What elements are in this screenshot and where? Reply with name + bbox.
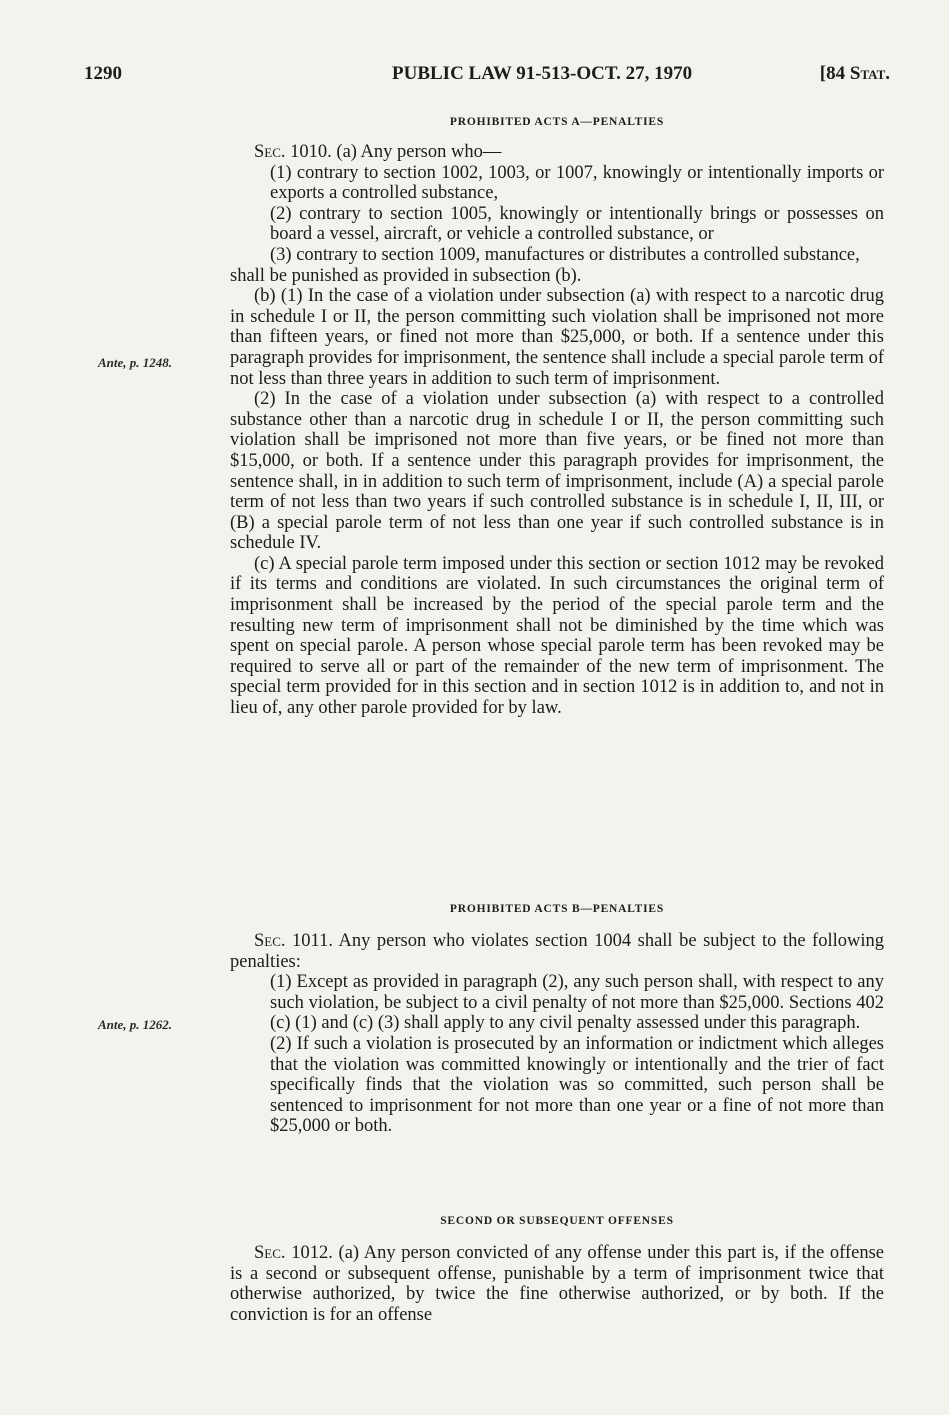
sec-1012-a-text: 1012. (a) Any person convicted of any offense under this part is, if the offense is a second or subsequent offense, punishable by a term of imprisonment twice that otherwise authorized, by twice the fine otherwise authorized, or by both. If the conviction is for an offense bbox=[230, 1243, 884, 1325]
sec-1010-b-1: (b) (1) In the case of a violation under subsection (a) with respect to a narcotic drug in schedule I or II, the person committing such violation shall be imprisoned not more than fifteen years, or fined not more than $25,000, or both. If a sentence under this paragraph provides for imprisonment, the sentence shall include a special parole term of not less than three years in addition to such term of imprisonment. bbox=[230, 286, 884, 389]
heading-second-offenses: SECOND OR SUBSEQUENT OFFENSES bbox=[440, 1215, 674, 1227]
running-head bbox=[84, 63, 890, 87]
sec-1010-closing: shall be punished as provided in subsection (b). bbox=[230, 265, 582, 286]
law-title: PUBLIC LAW 91-513-OCT. 27, 1970 bbox=[392, 63, 693, 84]
sec-1010-clause-2: (2) contrary to section 1005, knowingly or intentionally brings or possesses on board a vessel, aircraft, or vehicle a controlled substance, or bbox=[270, 203, 884, 245]
sec-label: Sec. bbox=[254, 142, 286, 162]
section-1011 bbox=[230, 901, 884, 1137]
statute-ref-open: [84 bbox=[819, 63, 850, 84]
sec-1010-intro-text: 1010. (a) Any person who— bbox=[285, 142, 502, 162]
page-number: 1290 bbox=[84, 63, 122, 84]
section-1012 bbox=[230, 1213, 884, 1325]
sec-1010-c: (c) A special parole term imposed under this section or section 1012 may be revoked if its terms and conditions are violated. In such circumstances the original term of imprisonment shall be increased by the period of the special parole term and the resulting new term of imprisonment shall not be diminished by the time which was spent on special parole. A person whose special parole term has been revoked may be required to serve all or part of the remainder of the new term of imprisonment. The special term provided for in this section and in section 1012 is in addition to, and not in lieu of, any other parole provided for by law. bbox=[230, 553, 884, 719]
sec-1012-a bbox=[230, 1243, 884, 1325]
sec-1010-clause-1: (1) contrary to section 1002, 1003, or 1007, knowingly or intentionally imports or exports a controlled substance, bbox=[270, 162, 884, 204]
sec-1011-intro bbox=[230, 931, 884, 972]
heading-prohibited-acts-a: PROHIBITED ACTS A—PENALTIES bbox=[449, 116, 665, 128]
sec-label: Sec. bbox=[254, 931, 286, 951]
margin-note-ante-1262: Ante, p. 1262. bbox=[98, 1017, 173, 1032]
heading-prohibited-acts-b: PROHIBITED ACTS B—PENALTIES bbox=[449, 903, 665, 915]
sec-label: Sec. bbox=[254, 1243, 286, 1263]
statute-reference bbox=[820, 63, 890, 85]
sec-1011-paragraph-2: (2) If such a violation is prosecuted by an information or indictment which alleges that the violation was committed knowingly or intentionally and the trier of fact specifically finds that the violation was so committed, such person shall be sentenced to imprisonment for not more than one year or a fine of not more than $25,000 or both. bbox=[270, 1033, 884, 1137]
sec-1011-paragraph-1: (1) Except as provided in paragraph (2), any such person shall, with respect to any such violation, be subject to a civil penalty of not more than $25,000. Sections 402 (c) (1) and (c) (3) shall apply to any civil penalty assessed under this paragraph. bbox=[270, 972, 884, 1034]
sec-1010-clause-3: (3) contrary to section 1009, manufactures or distributes a controlled substance, bbox=[270, 244, 860, 265]
statute-ref-stat: Stat. bbox=[849, 63, 890, 84]
sec-1010-intro bbox=[230, 142, 884, 163]
section-1010 bbox=[230, 114, 884, 719]
sec-1011-intro-text: 1011. Any person who violates section 1004 shall be subject to the following penalties: bbox=[230, 931, 884, 972]
margin-note-ante-1248: Ante, p. 1248. bbox=[98, 355, 173, 370]
sec-1010-b-2: (2) In the case of a violation under subsection (a) with respect to a controlled substance other than a narcotic drug in schedule I or II, the person committing such violation shall be imprisoned not more than five years, or be fined not more than $15,000, or both. If a sentence under this paragraph provides for imprisonment, the sentence shall, in in addition to such term of imprisonment, include (A) a special parole term of not less than two years if such controlled substance is in schedule I, II, III, or (B) a special parole term of not less than one year if such controlled substance is in schedule IV. bbox=[230, 389, 884, 554]
